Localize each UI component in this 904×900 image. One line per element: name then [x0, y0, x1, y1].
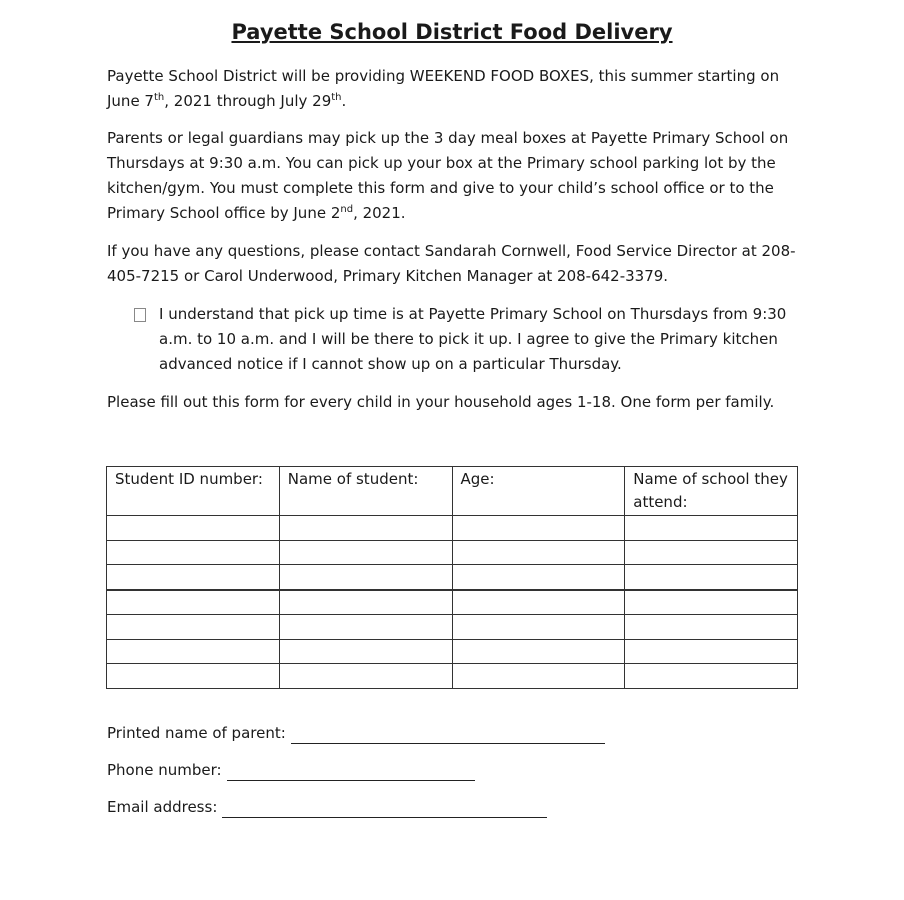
age-input[interactable] [453, 517, 625, 540]
table-body [107, 516, 798, 689]
pickup-text-a: Parents or legal guardians may pick up the 3 day meal boxes at Payette Primary School on Thursdays at 9:30 a.m. You can pick up your box at the Primary school parking lot by the kitchen/gym. You must complete this form and give to your child’s school office or to the Primary School office by June 2 [107, 129, 789, 222]
table-cell [625, 639, 798, 664]
agreement-checkbox[interactable] [134, 308, 146, 322]
table-row [107, 565, 798, 590]
table-cell [107, 540, 280, 565]
table-cell [279, 639, 452, 664]
table-row [107, 540, 798, 565]
email-field[interactable] [222, 799, 547, 818]
table-cell [452, 590, 625, 615]
table-cell [452, 664, 625, 689]
email-label: Email address: [107, 798, 218, 816]
intro-text-a: Payette School District will be providing WEEKEND FOOD BOXES, this summer starting on June 7 [107, 67, 780, 110]
phone-label: Phone number: [107, 761, 222, 779]
student-id-input[interactable] [107, 566, 279, 589]
student-name-input[interactable] [280, 541, 452, 564]
table-cell [279, 590, 452, 615]
page-title: Payette School District Food Delivery [231, 20, 673, 44]
school-name-input[interactable] [625, 566, 797, 589]
student-id-input[interactable] [107, 640, 279, 663]
student-id-input[interactable] [107, 616, 279, 639]
student-name-input[interactable] [280, 591, 452, 614]
parent-name-label: Printed name of parent: [107, 724, 286, 742]
table-cell [107, 639, 280, 664]
intro-paragraph [107, 64, 807, 114]
intro-sup-1: th [153, 92, 165, 103]
table-row [107, 639, 798, 664]
age-input[interactable] [453, 566, 625, 589]
student-id-input[interactable] [107, 541, 279, 564]
school-name-input[interactable] [625, 640, 797, 663]
school-name-input[interactable] [625, 591, 797, 614]
table-cell [107, 590, 280, 615]
student-name-input[interactable] [280, 640, 452, 663]
table-header-row [107, 467, 798, 516]
age-input[interactable] [453, 665, 625, 688]
table-cell [279, 516, 452, 541]
contact-paragraph: If you have any questions, please contact Sandarah Cornwell, Food Service Director at 208-405-7215 or Carol Underwood, Primary Kitchen Manager at 208-642-3379. [107, 242, 796, 285]
table-cell [107, 516, 280, 541]
table-row [107, 664, 798, 689]
table-cell [107, 615, 280, 640]
table-cell [452, 615, 625, 640]
table-cell [625, 540, 798, 565]
table-row [107, 590, 798, 615]
student-id-input[interactable] [107, 517, 279, 540]
student-name-input[interactable] [280, 566, 452, 589]
student-name-input[interactable] [280, 665, 452, 688]
student-table [106, 466, 798, 689]
table-cell [452, 565, 625, 590]
table-row [107, 615, 798, 640]
table-cell [625, 664, 798, 689]
table-cell [625, 565, 798, 590]
age-input[interactable] [453, 591, 625, 614]
age-input[interactable] [453, 640, 625, 663]
intro-text-c: . [341, 92, 347, 110]
table-cell [107, 664, 280, 689]
header-school-name: Name of school they attend: [625, 467, 798, 516]
intro-text-b: , 2021 through July 29 [164, 92, 332, 110]
pickup-sup: nd [340, 204, 354, 215]
table-cell [279, 664, 452, 689]
school-name-input[interactable] [625, 665, 797, 688]
phone-row [107, 759, 475, 781]
table-cell [452, 639, 625, 664]
age-input[interactable] [453, 616, 625, 639]
pickup-paragraph [107, 126, 807, 226]
table-cell [107, 565, 280, 590]
pickup-text-b: , 2021. [353, 204, 406, 222]
table-cell [625, 590, 798, 615]
student-name-input[interactable] [280, 616, 452, 639]
age-input[interactable] [453, 541, 625, 564]
table-cell [625, 615, 798, 640]
table-cell [279, 540, 452, 565]
student-id-input[interactable] [107, 665, 279, 688]
school-name-input[interactable] [625, 541, 797, 564]
parent-name-field[interactable] [291, 725, 605, 744]
table-cell [625, 516, 798, 541]
header-student-id: Student ID number: [107, 467, 280, 516]
header-age: Age: [452, 467, 625, 516]
instructions-paragraph: Please fill out this form for every child in your household ages 1-18. One form per family. [107, 393, 775, 411]
intro-sup-2: th [331, 92, 342, 103]
table-cell [452, 516, 625, 541]
table-cell [279, 615, 452, 640]
school-name-input[interactable] [625, 517, 797, 540]
school-name-input[interactable] [625, 616, 797, 639]
student-name-input[interactable] [280, 517, 452, 540]
phone-field[interactable] [227, 762, 475, 781]
table-cell [279, 565, 452, 590]
agreement-text: I understand that pick up time is at Payette Primary School on Thursdays from 9:30 a.m. to 10 a.m. and I will be there to pick it up. I agree to give the Primary kitchen advanced notice if I cannot show up on a particular Thursday. [159, 305, 787, 373]
table-cell [452, 540, 625, 565]
agreement-row [134, 302, 794, 377]
table-row [107, 516, 798, 541]
parent-name-row [107, 722, 605, 744]
header-student-name: Name of student: [279, 467, 452, 516]
email-row [107, 796, 547, 818]
student-id-input[interactable] [107, 591, 279, 614]
